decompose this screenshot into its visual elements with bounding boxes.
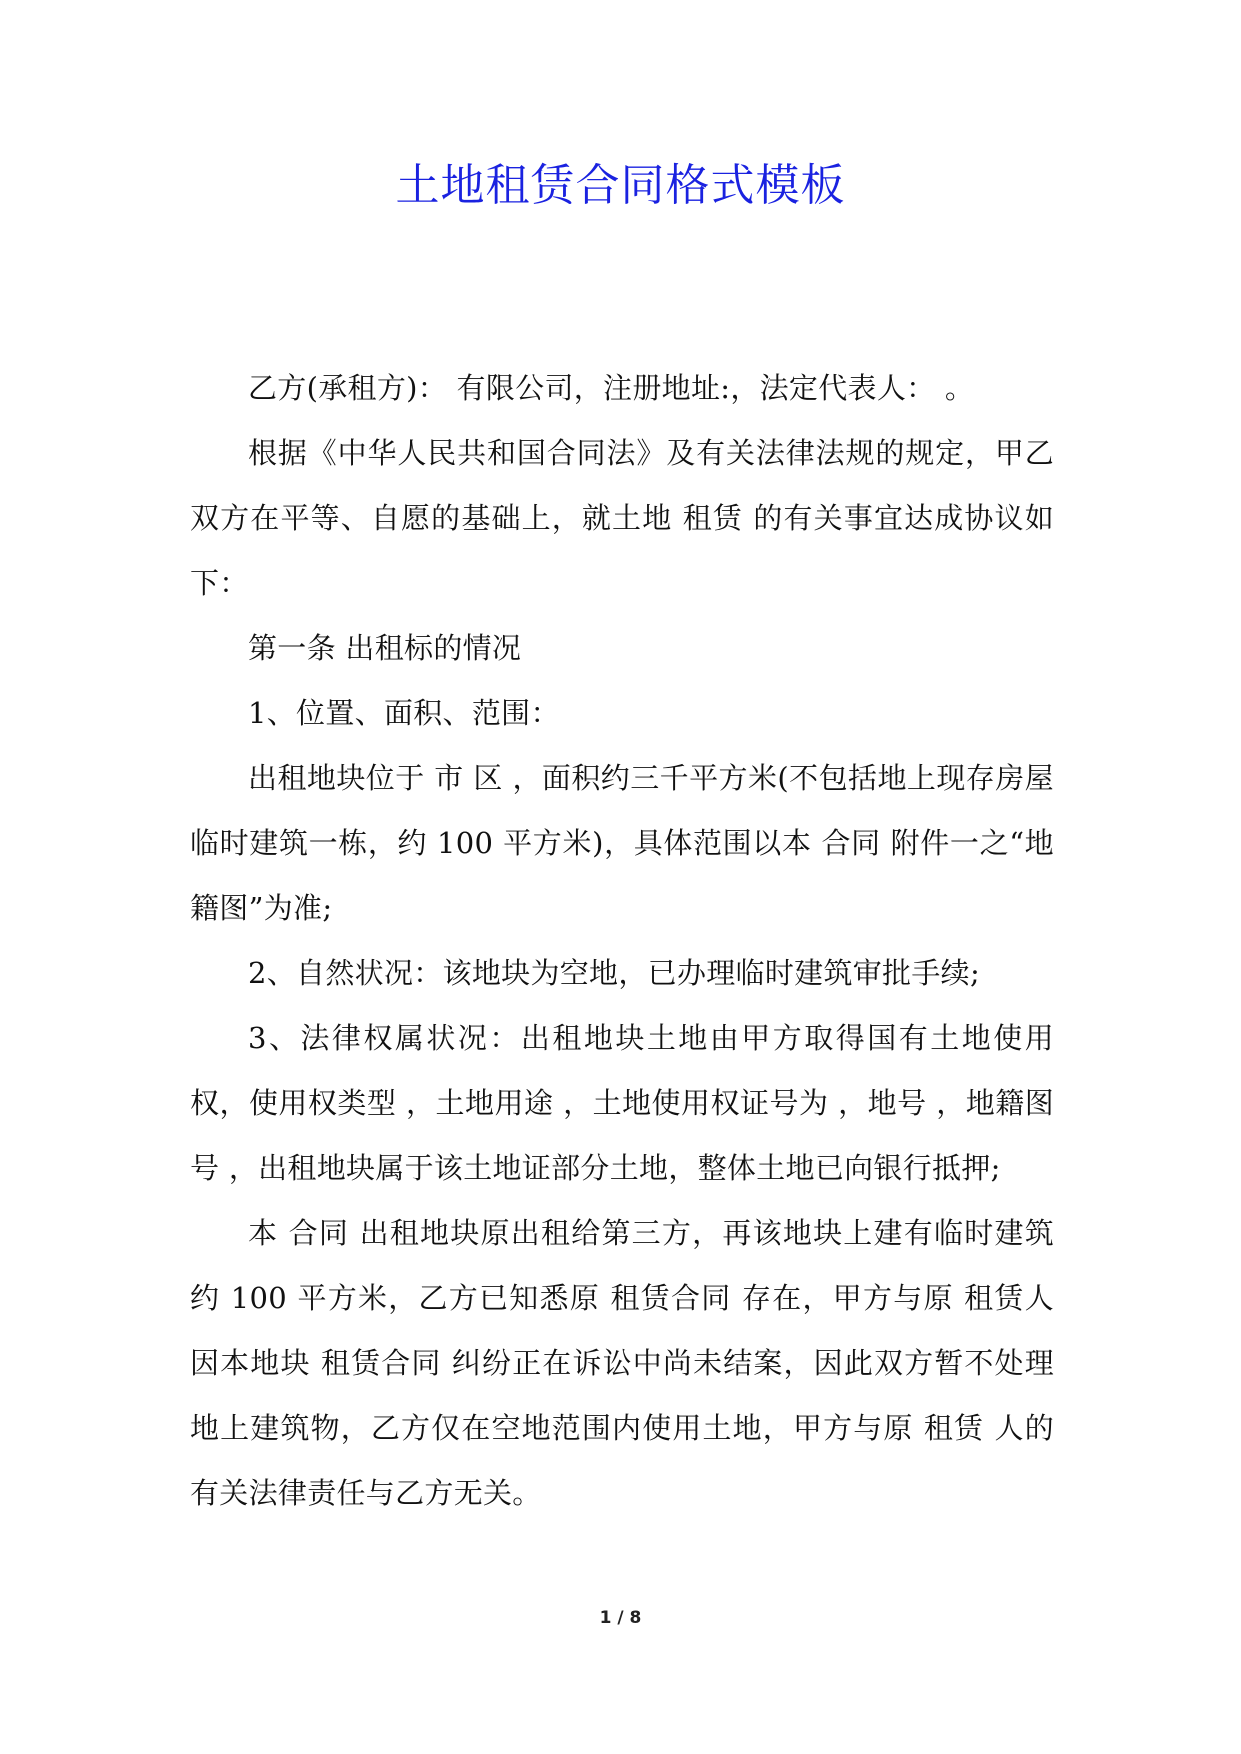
paragraph-party-b: 乙方(承租方)： 有限公司，注册地址:，法定代表人： 。 (248, 371, 975, 405)
paragraph-existing-lease: 本 合同 出租地块原出租给第三方，再该地块上建有临时建筑约 100 平方米，乙方已知悉原 租赁合同 存在，甲方与原 租赁人因本地块 租赁合同 纠纷正在诉讼中尚未结案，因此双方暂不处理地上建筑物，乙方仅在空地范围内使用土地，甲方与原 租赁 人的有关法律责任与乙方无关。 (190, 1216, 1054, 1510)
page-number: 1 / 8 (599, 1608, 642, 1628)
paragraph-land-description: 出租地块位于 市 区 ，面积约三千平方米(不包括地上现存房屋临时建筑一栋，约 100 平方米)，具体范围以本 合同 附件一之“地籍图”为准; (190, 761, 1054, 925)
paragraph-preamble: 根据《中华人民共和国合同法》及有关法律法规的规定，甲乙双方在平等、自愿的基础上，就土地 租赁 的有关事宜达成协议如下： (190, 436, 1054, 600)
paragraph-item-legal-ownership: 3、法律权属状况：出租地块土地由甲方取得国有土地使用权，使用权类型 ，土地用途 ，土地使用权证号为 ，地号 ，地籍图号 ，出租地块属于该土地证部分土地，整体土地已向银行抵押; (190, 1021, 1054, 1185)
paragraph-item-natural-condition: 2、自然状况：该地块为空地，已办理临时建筑审批手续; (248, 956, 981, 990)
paragraph-article-one-heading: 第一条 出租标的情况 (248, 631, 522, 665)
document-body (190, 356, 1054, 1526)
document-title: 土地租赁合同格式模板 (395, 160, 846, 211)
paragraph-item-location: 1、位置、面积、范围： (248, 696, 560, 730)
